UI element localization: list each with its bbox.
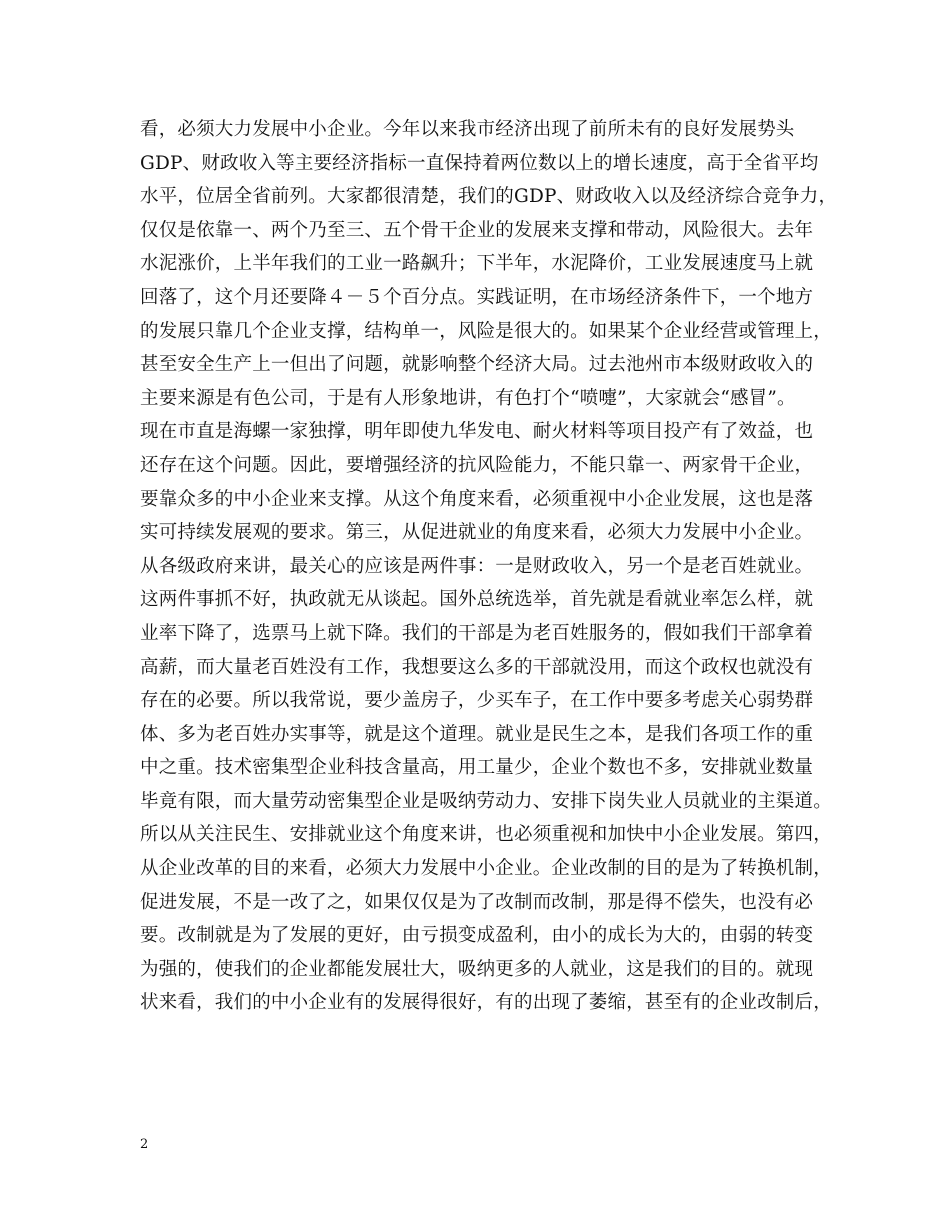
text-line: 这两件事抓不好，执政就无从谈起。国外总统选举，首先就是看就业率怎么样，就 bbox=[140, 589, 814, 611]
page-number: 2 bbox=[140, 1137, 149, 1152]
text-line: 甚至安全生产上一但出了问题，就影响整个经济大局。过去池州市本级财政收入的 bbox=[140, 354, 814, 376]
text-line: 的发展只靠几个企业支撑，结构单一，风险是很大的。如果某个企业经营或管理上， bbox=[140, 320, 832, 342]
text-line: 高薪，而大量老百姓没有工作，我想要这么多的干部就没用，而这个政权也就没有 bbox=[140, 656, 814, 678]
text-line: 为强的，使我们的企业都能发展壮大，吸纳更多的人就业，这是我们的目的。就现 bbox=[140, 958, 814, 980]
text-line: 业率下降了，选票马上就下降。我们的干部是为老百姓服务的，假如我们干部拿着 bbox=[140, 622, 814, 644]
text-line: 状来看，我们的中小企业有的发展得很好，有的出现了萎缩，甚至有的企业改制后， bbox=[140, 992, 832, 1014]
text-line: 回落了，这个月还要降４－５个百分点。实践证明，在市场经济条件下，一个地方 bbox=[140, 286, 814, 308]
text-line: 要靠众多的中小企业来支撑。从这个角度来看，必须重视中小企业发展，这也是落 bbox=[140, 488, 814, 510]
text-line: 从各级政府来讲，最关心的应该是两件事：一是财政收入，另一个是老百姓就业。 bbox=[140, 555, 814, 577]
text-line: 体、多为老百姓办实事等，就是这个道理。就业是民生之本，是我们各项工作的重 bbox=[140, 723, 814, 745]
text-line: 现在市直是海螺一家独撑，明年即使九华发电、耐火材料等项目投产有了效益，也 bbox=[140, 421, 814, 443]
body-text bbox=[140, 113, 840, 1020]
text-line: 要。改制就是为了发展的更好，由亏损变成盈利，由小的成长为大的，由弱的转变 bbox=[140, 925, 814, 947]
text-line: 存在的必要。所以我常说，要少盖房子，少买车子，在工作中要多考虑关心弱势群 bbox=[140, 690, 814, 712]
text-line: 水泥涨价，上半年我们的工业一路飙升；下半年，水泥降价，工业发展速度马上就 bbox=[140, 253, 814, 275]
text-line: 所以从关注民生、安排就业这个角度来讲，也必须重视和加快中小企业发展。第四， bbox=[140, 824, 832, 846]
text-line: GDP、财政收入等主要经济指标一直保持着两位数以上的增长速度，高于全省平均 bbox=[140, 152, 819, 174]
text-line: 仅仅是依靠一、两个乃至三、五个骨干企业的发展来支撑和带动，风险很大。去年 bbox=[140, 219, 814, 241]
text-line: 看，必须大力发展中小企业。今年以来我市经济出现了前所未有的良好发展势头 bbox=[140, 119, 795, 140]
text-line: 实可持续发展观的要求。第三，从促进就业的角度来看，必须大力发展中小企业。 bbox=[140, 522, 814, 544]
text-line: 毕竟有限，而大量劳动密集型企业是吸纳劳动力、安排下岗失业人员就业的主渠道。 bbox=[140, 790, 832, 812]
text-line: 还存在这个问题。因此，要增强经济的抗风险能力，不能只靠一、两家骨干企业， bbox=[140, 454, 814, 476]
text-line: 中之重。技术密集型企业科技含量高，用工量少，企业个数也不多，安排就业数量 bbox=[140, 757, 814, 779]
text-line: 促进发展，不是一改了之，如果仅仅是为了改制而改制，那是得不偿失，也没有必 bbox=[140, 891, 814, 913]
text-line: 水平，位居全省前列。大家都很清楚，我们的GDP、财政收入以及经济综合竞争力， bbox=[140, 186, 838, 208]
text-line: 从企业改革的目的来看，必须大力发展中小企业。企业改制的目的是为了转换机制， bbox=[140, 858, 832, 880]
text-line: 主要来源是有色公司，于是有人形象地讲，有色打个“喷嚏”，大家就会“感冒”。 bbox=[140, 387, 796, 409]
